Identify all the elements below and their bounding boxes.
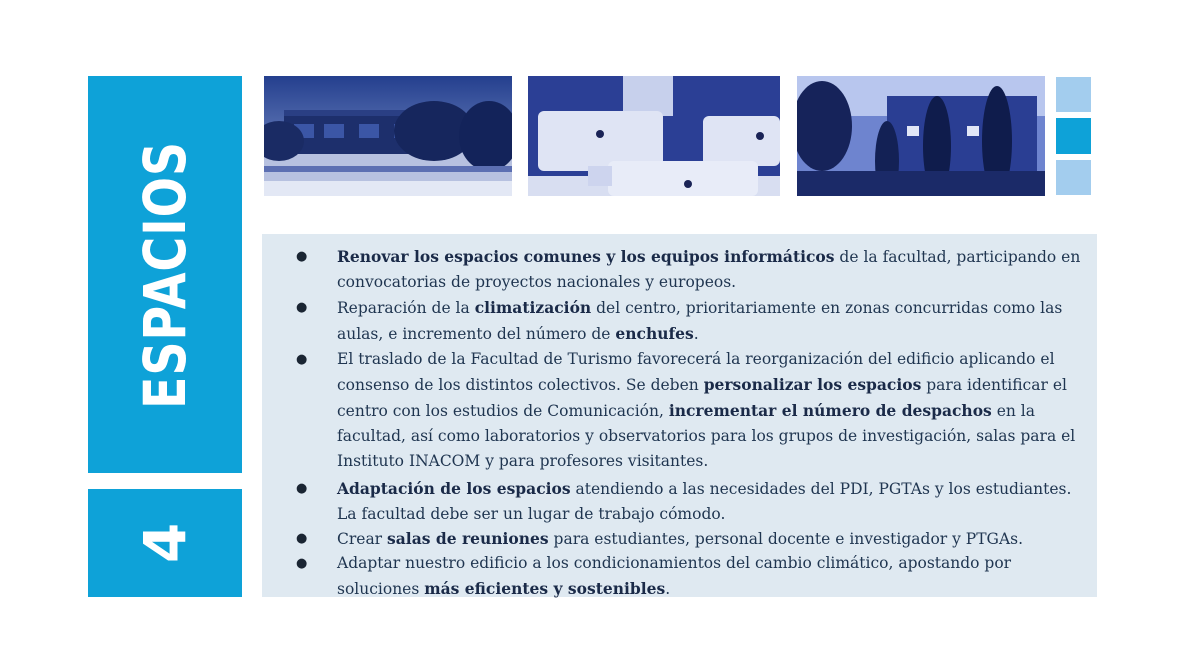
bullet-icon: ● [296, 556, 308, 571]
bullet-icon: ● [296, 481, 308, 496]
section-number-banner [88, 489, 242, 597]
text: de la facultad, participando en convocatorias de proyectos nacionales y europeos. [337, 248, 1081, 291]
text: . [665, 580, 671, 598]
text: atendiendo a las necesidades del PDI, PGTAs y los estudiantes. La facultad debe ser un lugar de trabajo cómodo. [337, 480, 1072, 523]
decorative-square-middle [1056, 118, 1091, 154]
bold-text: personalizar los espacios [703, 375, 922, 394]
building-trees-photo [797, 76, 1045, 196]
text: Adaptar nuestro edificio a los condicionamientos del cambio climático, apostando por soluciones [337, 554, 1012, 598]
text: Crear [337, 530, 388, 548]
bold-text: enchufes [615, 324, 694, 343]
text: para identificar el centro con los estudios de Comunicación, [337, 376, 1067, 420]
bold-text: Renovar los espacios comunes y los equipos informáticos [337, 247, 835, 266]
content-panel [262, 234, 1097, 597]
text: para estudiantes, personal docente e investigador y PTGAs. [548, 530, 1024, 548]
decorative-square-top [1056, 77, 1091, 112]
section-title: ESPACIOS [131, 140, 199, 409]
section-title-banner [88, 76, 242, 473]
bullet-icon: ● [296, 300, 308, 315]
decorative-square-bottom [1056, 160, 1091, 195]
section-number: 4 [131, 522, 199, 564]
list-item [262, 476, 1097, 527]
list-item [262, 295, 1097, 347]
list-item [262, 347, 1097, 474]
bold-text: incrementar el número de despachos [668, 401, 992, 420]
text: El traslado de la Facultad de Turismo favorecerá la reorganización del edificio aplicando el consenso de los distintos colectivos. Se deben [337, 350, 1055, 394]
bullet-list [262, 244, 1097, 602]
bold-text: climatización [474, 298, 592, 317]
text: del centro, prioritariamente en zonas concurridas como las aulas, e incremento del número de [337, 299, 1063, 343]
computers-photo [528, 76, 780, 196]
bold-text: más eficientes y sostenibles [424, 579, 666, 598]
bullet-icon: ● [296, 531, 308, 546]
text: en la facultad, así como laboratorios y observatorios para los grupos de investigación, salas para el Instituto INACOM y para profesores visitantes. [337, 402, 1076, 470]
list-item [262, 551, 1097, 602]
bullet-icon: ● [296, 249, 308, 264]
campus-exterior-photo [264, 76, 512, 196]
list-item [262, 526, 1097, 552]
text: Reparación de la [337, 299, 475, 317]
bullet-icon: ● [296, 352, 308, 367]
bold-text: Adaptación de los espacios [337, 479, 571, 498]
bold-text: salas de reuniones [387, 529, 549, 548]
list-item [262, 244, 1097, 295]
text: . [693, 325, 699, 343]
